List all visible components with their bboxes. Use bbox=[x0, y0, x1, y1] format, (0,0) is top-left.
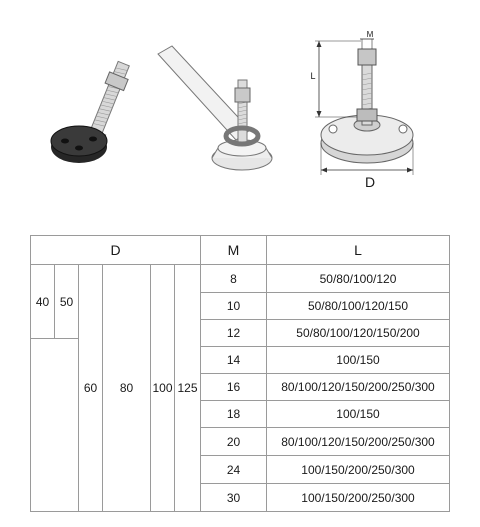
table-row-m: 14 bbox=[226, 353, 241, 367]
d-value-50: 50 bbox=[59, 294, 74, 309]
table-row-l: 100/150/200/250/300 bbox=[301, 490, 415, 505]
table-row-m: 12 bbox=[226, 326, 241, 340]
table-row-m: 10 bbox=[226, 299, 241, 313]
table-row-m: 16 bbox=[226, 380, 241, 394]
table-row-m: 8 bbox=[230, 271, 237, 286]
d-value-40: 40 bbox=[35, 294, 50, 309]
table-row-l: 100/150 bbox=[336, 353, 380, 367]
header-m: M bbox=[227, 242, 240, 258]
table-row-l: 50/80/100/120/150 bbox=[307, 299, 409, 313]
table-row-m: 30 bbox=[226, 490, 241, 505]
table-row-l: 50/80/100/120 bbox=[319, 271, 397, 286]
table-row-l: 50/80/100/120/150/200 bbox=[296, 326, 420, 340]
d-value-80: 80 bbox=[119, 381, 134, 395]
table-row-l: 80/100/120/150/200/250/300 bbox=[281, 380, 435, 394]
d-value-125: 125 bbox=[177, 381, 198, 395]
table-row-l: 80/100/120/150/200/250/300 bbox=[281, 434, 435, 449]
d-value-100: 100 bbox=[152, 381, 173, 395]
table-row-m: 20 bbox=[226, 434, 241, 449]
d-dimension-label: D bbox=[364, 174, 376, 190]
table-row-m: 24 bbox=[226, 462, 241, 477]
table-row-m: 18 bbox=[226, 407, 241, 421]
l-dimension-label: L bbox=[310, 70, 316, 81]
d-value-60: 60 bbox=[83, 381, 98, 395]
m-dimension-label: M bbox=[366, 30, 374, 39]
header-d: D bbox=[110, 242, 121, 258]
table-row-l: 100/150/200/250/300 bbox=[301, 462, 415, 477]
table-row-l: 100/150 bbox=[336, 407, 380, 421]
header-l: L bbox=[354, 242, 362, 258]
